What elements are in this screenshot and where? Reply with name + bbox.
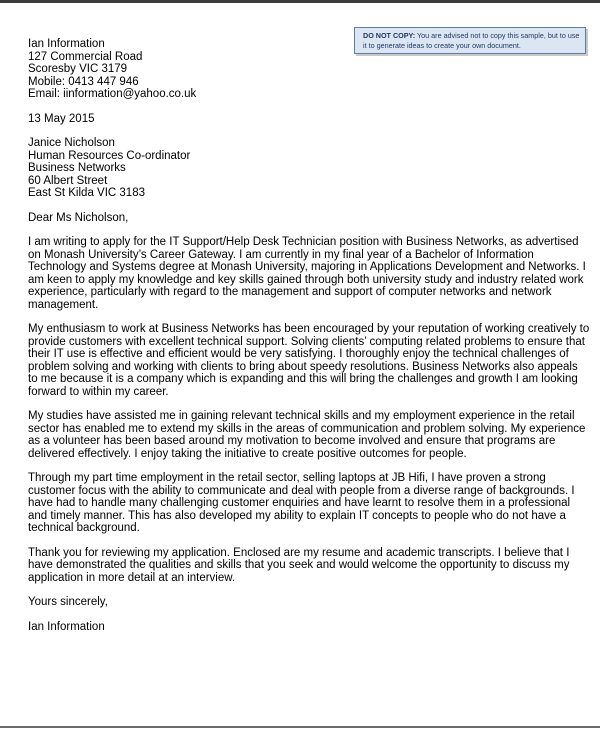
recipient-title: Human Resources Co-ordinator: [28, 149, 191, 162]
paragraph-line: on Monash University’s Career Gateway. I am currently in my final year of a Bachelor of Information: [28, 248, 534, 261]
recipient-address-block: [28, 137, 573, 200]
paragraph-line: Thank you for reviewing my application. Enclosed are my resume and academic transcripts. I believe that I: [28, 546, 570, 559]
paragraph-line: have had to handle many challenging customer enquiries and have learnt to resolve them in a professional: [28, 497, 571, 509]
sender-mobile: Mobile: 0413 447 946: [28, 75, 139, 88]
notice-label: DO NOT COPY:: [363, 31, 416, 40]
paragraph-line: am keen to apply my knowledge and key skills gained through both university study and industry related work: [28, 273, 584, 286]
paragraph-line: sector has enabled me to extend my skills in the areas of communication and problem solving. My experience: [28, 422, 586, 435]
signature-name: Ian Information: [28, 620, 105, 633]
signature: [28, 621, 573, 634]
paragraph-line: Technology and Systems degree at Monash University, majoring in Applications Development and Networks. I: [28, 261, 586, 273]
salutation-text: Dear Ms Nicholson,: [28, 211, 129, 224]
paragraph-line: customer focus with the ability to communicate and deal with people from a diverse range of backgrounds. I: [28, 484, 575, 497]
notice-text: You are advised not to copy this sample, but to use it to generate ideas to create your own document.: [363, 31, 580, 50]
paragraph-line: management.: [28, 298, 99, 311]
paragraph-line: experience, particularly with regard to the management and support of computer networks and network: [28, 286, 552, 298]
bottom-border-rule: [0, 726, 600, 728]
closing: [28, 596, 573, 609]
sender-name: Ian Information: [28, 38, 105, 50]
paragraph-line: have demonstrated the qualities and skills that you seek and would welcome the opportunity to discuss my: [28, 559, 570, 571]
sender-suburb: Scoresby VIC 3179: [28, 63, 128, 75]
paragraph-introduction: [28, 236, 586, 311]
paragraph-studies: [28, 410, 586, 460]
sender-street: 127 Commercial Road: [28, 50, 143, 63]
paragraph-line: application in more detail at an interview.: [28, 571, 236, 584]
paragraph-line: problem solving and working with clients to bring about speedy resolutions. Business Networks also appeals: [28, 360, 578, 373]
sender-email: Email: iinformation@yahoo.co.uk: [28, 88, 197, 100]
paragraph-line: My studies have assisted me in gaining relevant technical skills and my employment experience in the retail: [28, 410, 575, 422]
paragraph-line: and timely manner. This has also developed my ability to explain IT concepts to people who do not have a: [28, 509, 566, 522]
sender-address-block: [28, 38, 573, 101]
paragraph-employment: [28, 472, 573, 535]
salutation: [28, 212, 573, 225]
paragraph-line: to me because it is a company which is expanding and this will bring the challenges and growth I am looking: [28, 373, 578, 385]
cover-letter-body: [28, 38, 590, 645]
paragraph-line: delivered effectively. I enjoy taking the initiative to create positive outcomes for people.: [28, 447, 467, 460]
paragraph-line: My enthusiasm to work at Business Networks has been encouraged by your reputation of working creatively to: [28, 323, 590, 335]
paragraph-line: as a volunteer has been based around my motivation to become involved and ensure that programs are: [28, 435, 556, 447]
closing-text: Yours sincerely,: [28, 596, 108, 608]
paragraph-line: their IT use is effective and efficient would be very satisfying. I thoroughly enjoy the technical challenges of: [28, 348, 569, 360]
recipient-suburb: East St Kilda VIC 3183: [28, 187, 145, 199]
recipient-name: Janice Nicholson: [28, 137, 115, 149]
paragraph-line: provide customers with excellent technical support. Solving clients’ computing related problems to ensure that: [28, 335, 585, 348]
paragraph-line: technical background.: [28, 522, 140, 534]
paragraph-line: I am writing to apply for the IT Support/Help Desk Technician position with Business Networks, as advertised: [28, 236, 579, 248]
date-text: 13 May 2015: [28, 112, 95, 125]
recipient-company: Business Networks: [28, 162, 126, 174]
recipient-street: 60 Albert Street: [28, 174, 108, 187]
paragraph-line: forward to within my career.: [28, 385, 169, 398]
paragraph-line: Through my part time employment in the retail sector, selling laptops at JB Hifi, I have proven a strong: [28, 472, 546, 484]
top-border-rule: [0, 0, 600, 3]
letter-date: [28, 113, 573, 126]
paragraph-thanks: [28, 547, 573, 585]
paragraph-enthusiasm: [28, 323, 590, 398]
